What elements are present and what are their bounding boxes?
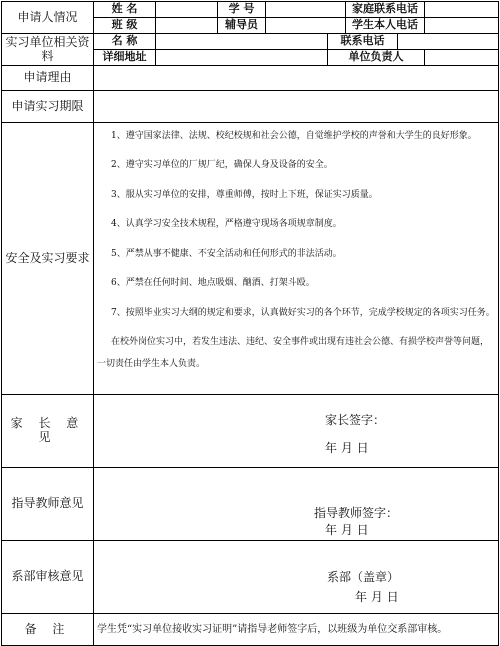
unit-name-label: 名 称 — [94, 34, 156, 50]
teacher-sign: 指导教师签字： — [314, 506, 399, 520]
reason-row — [2, 66, 499, 91]
dept-label: 系部审核意见 — [2, 541, 94, 614]
teacher-date: 年 月 日 — [325, 523, 369, 537]
applicant-row-1 — [2, 2, 499, 18]
safety-item-4: 4、认真学习安全技术规程，严格遵守现场各项规章制度。 — [111, 219, 342, 230]
safety-item-2: 2、遵守实习单位的厂规厂纪，确保人身及设备的安全。 — [111, 160, 333, 171]
name-value[interactable] — [156, 2, 218, 18]
safety-row — [2, 123, 499, 395]
safety-label: 安全及实习要求 — [2, 123, 94, 395]
safety-item-6: 6、严禁在任何时间、地点吸烟、酗酒、打架斗殴。 — [111, 278, 315, 289]
teacher-label: 指导教师意见 — [2, 468, 94, 541]
internship-application-table — [1, 1, 499, 646]
unit-leader-label: 单位负责人 — [328, 50, 425, 66]
dept-date: 年 月 日 — [355, 590, 399, 604]
safety-item-1: 1、遵守国家法律、法规、校纪校规和社会公德，自觉维护学校的声誉和大学生的良好形象。 — [111, 130, 477, 141]
safety-item-3: 3、服从实习单位的安排，尊重师傅，按时上下班，保证实习质量。 — [111, 189, 378, 200]
unit-row-1 — [2, 34, 499, 50]
parent-sign: 家长签字： — [325, 413, 386, 427]
student-no-label: 学 号 — [218, 2, 266, 18]
parent-opinion-area[interactable] — [94, 395, 499, 468]
period-value[interactable] — [94, 91, 499, 123]
safety-closing-2: 一切责任由学生本人负责。 — [97, 358, 206, 369]
parent-row — [2, 395, 499, 468]
name-label: 姓 名 — [94, 2, 156, 18]
remark-row — [2, 614, 499, 646]
family-phone-value[interactable] — [425, 2, 499, 18]
student-phone-label: 学生本人电话 — [346, 18, 425, 34]
unit-phone-label: 联系电话 — [328, 34, 398, 50]
teacher-row — [2, 468, 499, 541]
dept-sign: 系部（盖章） — [327, 570, 400, 584]
reason-label: 申请理由 — [2, 66, 94, 91]
safety-item-5: 5、严禁从事不健康、不安全活动和任何形式的非法活动。 — [111, 248, 342, 259]
unit-name-value[interactable] — [156, 34, 328, 50]
class-value[interactable] — [156, 18, 218, 34]
dept-row — [2, 541, 499, 614]
address-label: 详细地址 — [94, 50, 156, 66]
parent-label: 家 长 意 见 — [2, 395, 94, 468]
student-phone-value[interactable] — [425, 18, 499, 34]
advisor-label: 辅导员 — [218, 18, 266, 34]
safety-item-7: 7、按照毕业实习大纲的规定和要求，认真做好实习的各个环节，完成学校规定的各项实习任务。 — [111, 307, 495, 318]
applicant-label: 申请人情况 — [2, 2, 94, 34]
safety-text — [94, 123, 499, 395]
period-row — [2, 91, 499, 123]
advisor-value[interactable] — [266, 18, 346, 34]
student-no-value[interactable] — [266, 2, 346, 18]
parent-date: 年 月 日 — [325, 441, 369, 455]
period-label: 申请实习期限 — [2, 91, 94, 123]
safety-closing-1: 在校外岗位实习中，若发生违法、违纪、安全事件或出现有违社会公德、有损学校声誉等问题， — [111, 337, 490, 348]
family-phone-label: 家庭联系电话 — [346, 2, 425, 18]
unit-phone-value[interactable] — [398, 34, 499, 50]
unit-leader-value[interactable] — [425, 50, 499, 66]
reason-value[interactable] — [94, 66, 499, 91]
dept-opinion-area[interactable] — [94, 541, 499, 614]
address-value[interactable] — [156, 50, 328, 66]
teacher-opinion-area[interactable] — [94, 468, 499, 541]
remark-text: 学生凭“实习单位接收实习证明”请指导老师签字后，以班级为单位交系部审核。 — [94, 614, 499, 646]
remark-label: 备 注 — [2, 614, 94, 646]
unit-label: 实习单位相关资料 — [2, 34, 94, 66]
class-label: 班 级 — [94, 18, 156, 34]
